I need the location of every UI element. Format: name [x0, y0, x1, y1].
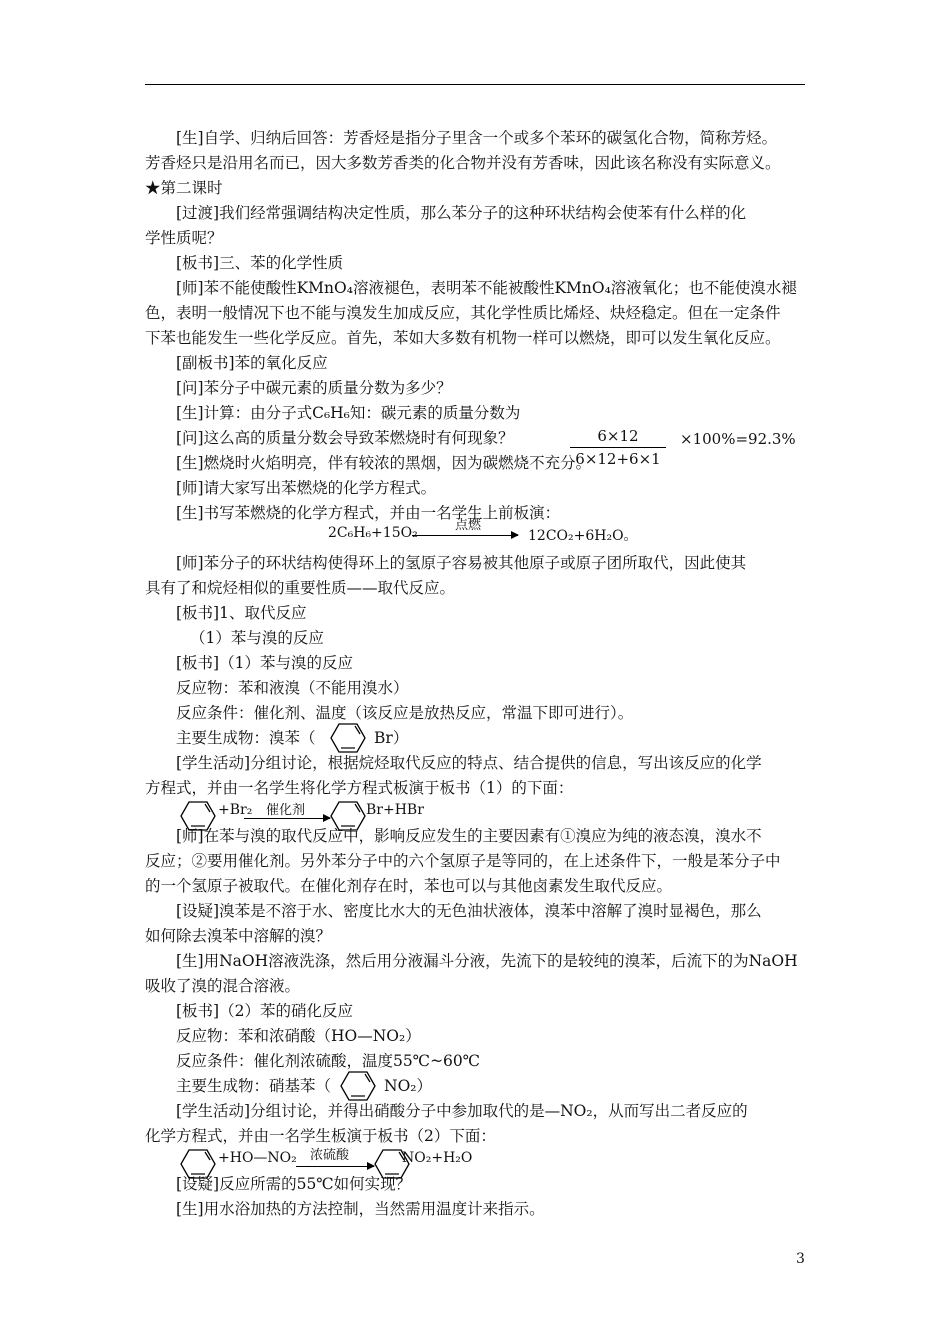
text-line: [生]用水浴加热的方法控制，当然需用温度计来指示。: [176, 1200, 545, 1218]
bromination-reagent: +Br₂: [218, 802, 253, 818]
benzene-ring-icon: [340, 1070, 376, 1102]
bromination-catalyst: 催化剂: [266, 803, 306, 818]
combustion-condition: 点燃: [455, 518, 482, 533]
benzene-ring-icon: [330, 722, 366, 754]
nitration-reagent: +HO—NO₂: [218, 1150, 297, 1166]
text-line: 反应物：苯和液溴（不能用溴水）: [176, 679, 409, 697]
reaction-arrow: [296, 1166, 374, 1167]
text-line: 色，表明一般情况下也不能与溴发生加成反应，其化学性质比烯烃、炔烃稳定。但在一定条件: [145, 304, 781, 322]
text-line: [生]计算：由分子式C₆H₆知：碳元素的质量分数为: [176, 404, 521, 422]
text-line: [问]苯分子中碳元素的质量分数为多少？: [176, 379, 452, 397]
bromination-products: Br+HBr: [366, 802, 424, 818]
page-number: 3: [796, 1251, 805, 1267]
text-line: 主要生成物：溴苯（: [176, 729, 316, 747]
bromobenzene-substituent: Br）: [374, 729, 409, 747]
text-line: 方程式，并由一名学生将化学方程式板演于板书（1）的下面：: [145, 779, 574, 797]
text-line: [师]苯分子的环状结构使得环上的氢原子容易被其他原子或原子团所取代，因此使其: [176, 554, 747, 572]
text-line: [学生活动]分组讨论，并得出硝酸分子中参加取代的是—NO₂，从而写出二者反应的: [176, 1102, 748, 1120]
text-line: [板书]1、取代反应: [176, 604, 307, 622]
combustion-products: 12CO₂+6H₂O。: [528, 528, 638, 544]
text-line: 具有了和烷烃相似的重要性质——取代反应。: [145, 579, 456, 597]
text-line: ★第二课时: [145, 179, 223, 197]
reaction-arrow: [412, 535, 518, 536]
nitration-catalyst: 浓硫酸: [310, 1148, 350, 1163]
text-line: [问]这么高的质量分数会导致苯燃烧时有何现象？: [176, 429, 514, 447]
text-line: [师]苯不能使酸性KMnO₄溶液褪色，表明苯不能被酸性KMnO₄溶液氧化；也不能使溴水褪: [176, 279, 797, 297]
text-line: [生]自学、归纳后回答：芳香烃是指分子里含一个或多个苯环的碳氢化合物，简称芳烃。: [176, 129, 778, 147]
text-line: [生]书写苯燃烧的化学方程式，并由一名学生上前板演：: [176, 504, 561, 522]
combustion-reactants: 2C₆H₆+15O₂: [328, 525, 418, 541]
text-line: [生]燃烧时火焰明亮，伴有较浓的黑烟，因为碳燃烧不充分。: [176, 454, 592, 472]
text-line: [过渡]我们经常强调结构决定性质，那么苯分子的这种环状结构会使苯有什么样的化: [176, 204, 747, 222]
fraction-numerator: 6×12: [597, 427, 639, 445]
nitrobenzene-substituent: NO₂）: [384, 1077, 432, 1095]
text-line: 的一个氢原子被取代。在催化剂存在时，苯也可以与其他卤素发生取代反应。: [145, 877, 673, 895]
fraction-denominator: 6×12+6×1: [575, 450, 661, 468]
text-line: [板书]（1）苯与溴的反应: [176, 654, 353, 672]
text-line: （1）苯与溴的反应: [190, 629, 324, 647]
header-rule: [145, 84, 805, 85]
text-line: 反应条件：催化剂浓硫酸，温度55℃~60℃: [176, 1052, 481, 1070]
text-line: [设疑]溴苯是不溶于水、密度比水大的无色油状液体，溴苯中溶解了溴时显褐色，那么: [176, 902, 762, 920]
text-line: 反应；②要用催化剂。另外苯分子中的六个氢原子是等同的，在上述条件下，一般是苯分子中: [145, 852, 781, 870]
text-line: 吸收了溴的混合溶液。: [145, 977, 301, 995]
nitration-products: NO₂+H₂O: [402, 1150, 473, 1166]
text-line: 反应条件：催化剂、温度（该反应是放热反应，常温下即可进行）。: [176, 704, 634, 722]
text-line: 如何除去溴苯中溶解的溴？: [145, 927, 332, 945]
text-line: 芳香烃只是沿用名而已，因大多数芳香类的化合物并没有芳香味，因此该名称没有实际意义。: [145, 154, 781, 172]
text-line: [副板书]苯的氧化反应: [176, 354, 328, 372]
text-line: 主要生成物：硝基苯（: [176, 1077, 332, 1095]
text-line: 反应物：苯和浓硝酸（HO—NO₂）: [176, 1027, 421, 1045]
text-line: 下苯也能发生一些化学反应。首先，苯如大多数有机物一样可以燃烧，即可以发生氧化反应。: [145, 329, 781, 347]
reaction-arrow: [244, 818, 330, 819]
text-line: 化学方程式，并由一名学生板演于板书（2）下面：: [145, 1127, 496, 1145]
text-line: [生]用NaOH溶液洗涤，然后用分液漏斗分液，先流下的是较纯的溴苯，后流下的为NaOH: [176, 952, 798, 970]
text-line: [学生活动]分组讨论，根据烷烃取代反应的特点、结合提供的信息，写出该反应的化学: [176, 754, 762, 772]
text-line: 学性质呢？: [145, 229, 223, 247]
text-line: [师]请大家写出苯燃烧的化学方程式。: [176, 479, 437, 497]
text-line: [板书]三、苯的化学性质: [176, 254, 344, 272]
fraction-bar: [570, 447, 666, 448]
text-line: [师]在苯与溴的取代反应中，影响反应发生的主要因素有①溴应为纯的液态溴，溴水不: [176, 827, 762, 845]
fraction-result: ×100%=92.3%: [680, 430, 796, 448]
text-line: [板书]（2）苯的硝化反应: [176, 1002, 353, 1020]
text-line: [设疑]反应所需的55℃如何实现？: [176, 1175, 412, 1193]
